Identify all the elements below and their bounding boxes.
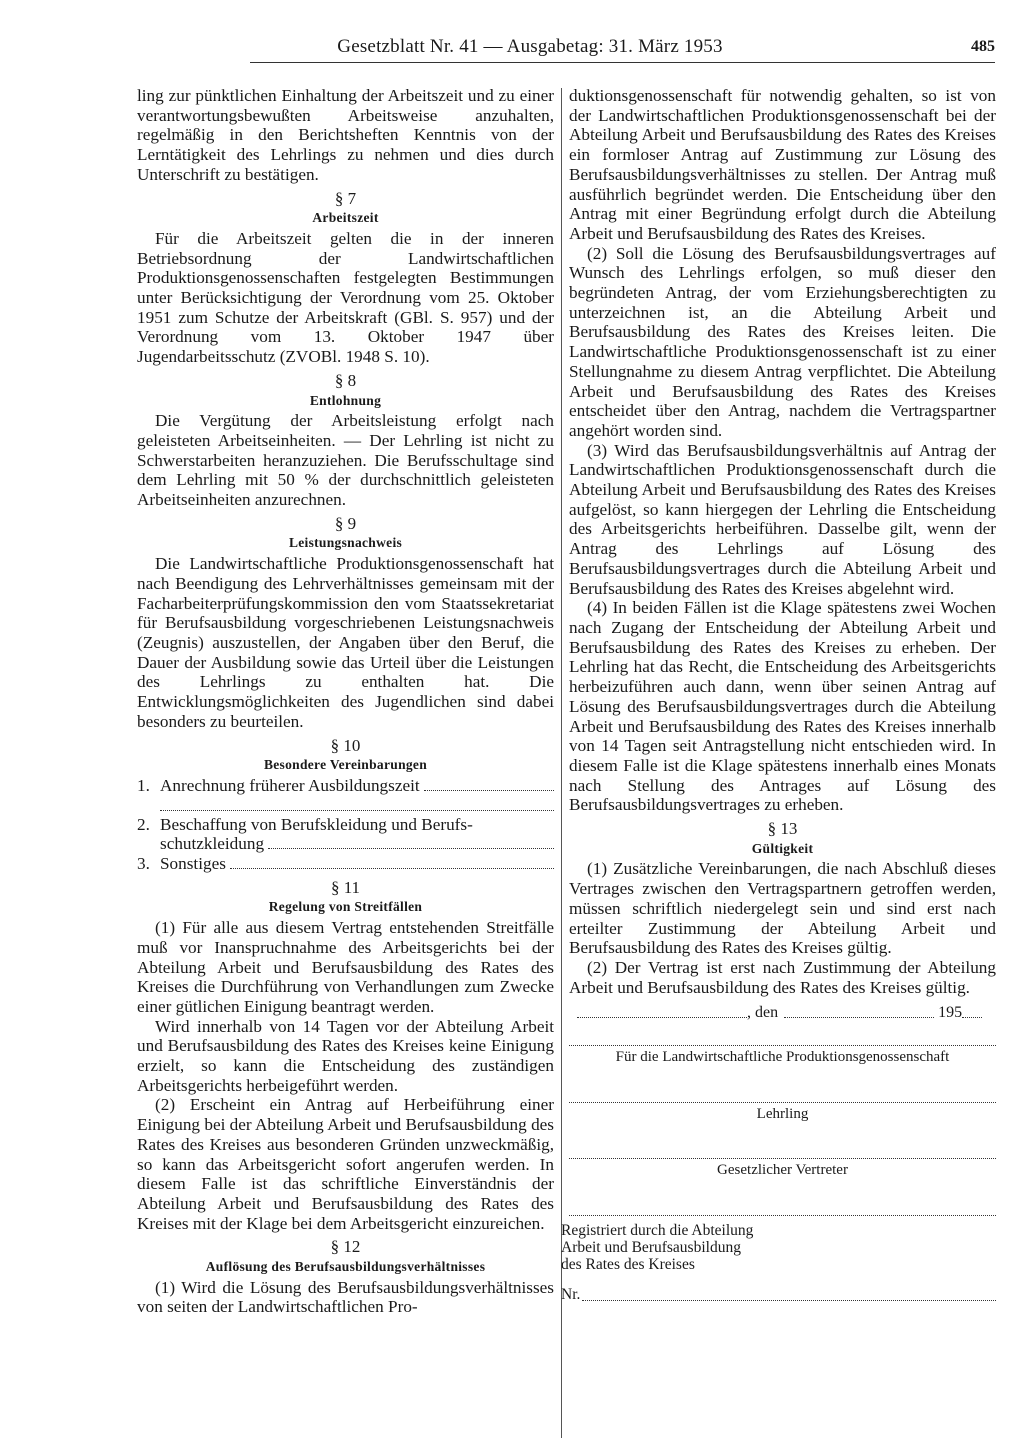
fill-in-line	[230, 867, 554, 869]
paragraph: (2) Soll die Lösung des Berufsausbildungsvertrages auf Wunsch des Lehrlings erfolgen, so muß dieser den begründeten Antrag, der vom Erziehungsberechtigten zu unterzeichnen ist, an die Abteilung Arbeit und Berufsausbildung des Rates des Kreises leiten. Die Landwirtschaftliche Produktionsgenossenschaft ist zu einer Stellungnahme zu diesem Antrag verpflichtet. Die Abteilung Arbeit und Berufsausbildung des Rates des Kreises entscheidet über den Antrag, nachdem die Vertragspartner angehört worden sind.	[569, 243, 996, 440]
header-rule	[250, 62, 995, 63]
signature-label-vertreter: Gesetzlicher Vertreter	[717, 1162, 848, 1179]
signature-label-lehrling: Lehrling	[756, 1105, 809, 1122]
date-year: 195	[938, 1004, 963, 1022]
list-item-text: Sonstiges	[160, 854, 226, 874]
paragraph: (4) In beiden Fällen ist die Klage spätestens zwei Wochen nach Zugang der Entscheidung der Abteilung Arbeit und Berufsausbildung des Rates des Kreises zu erheben. Der Lehrling hat das Recht, die Entscheidung des Arbeitsgerichts herbeizuführen auch dann, wenn über seinen Antrag auf Lösung des Berufsausbildungsvertrages durch die Abteilung Arbeit und Berufsausbildung des Rates des Kreises innerhalb von 14 Tagen seit Antragstellung nicht entschieden wird. In diesem Falle ist die Klage spätestens innerhalb eines Monats nach Stellung des Antrages auf Lösung des Berufsausbildungsvertrages zu erheben.	[569, 598, 996, 815]
paragraph: Für die Arbeitszeit gelten die in der inneren Betriebsordnung der Landwirtschaftlichen Produktionsgenossenschaften festgelegten Bestimmungen unter Berücksichtigung der Verordnung vom 25. Oktober 1951 zum Schutze der Arbeitskraft (GBl. S. 957) und der Verordnung vom 13. Oktober 1947 über Jugendarbeitsschutz (ZVOBl. 1948 S. 10).	[137, 228, 554, 367]
signature-line-registration[interactable]	[569, 1197, 996, 1216]
signature-line-lehrling[interactable]	[569, 1084, 996, 1103]
section-number: § 9	[334, 513, 357, 533]
signature-label-lpg: Für die Landwirtschaftliche Produktionsgenossenschaft	[615, 1049, 950, 1066]
paragraph: (1) Für alle aus diesem Vertrag entstehenden Streitfälle muß vor Inanspruchnahme des Arbeitsgerichts bei der Abteilung Arbeit und Berufsausbildung des Rates des Kreises die Durchführung von Verhandlungen zum Zwecke einer gütlichen Einigung beantragt werden.	[137, 918, 554, 1016]
paragraph: (1) Wird die Lösung des Berufsausbildungsverhältnisses von seiten der Landwirtschaftlichen Pro-	[137, 1277, 554, 1317]
paragraph: ling zur pünktlichen Einhaltung der Arbeitszeit und zu einer verantwortungsbewußten Arbeitsweise anzuhalten, regelmäßig in den Berichtsheften Kenntnis von der Lerntätigkeit des Lehrlings zu nehmen und dies durch Unterschrift zu bestätigen.	[137, 86, 554, 184]
section-number: § 10	[330, 735, 361, 755]
page-number: 485	[971, 38, 995, 55]
date-line	[569, 1003, 996, 1023]
signature-line-lpg[interactable]	[569, 1027, 996, 1046]
section-heading: Besondere Vereinbarungen	[263, 757, 428, 773]
section-heading: Regelung von Streitfällen	[268, 899, 423, 915]
paragraph: Die Vergütung der Arbeitsleistung erfolgt nach geleisteten Arbeitseinheiten. — Der Lehrling ist nicht zu Schwerstarbeiten heranzuziehen. Die Berufsschultage sind dem Lehrling mit 50 % der durchschnittlich geleisteten Arbeitseinheiten anzurechnen.	[137, 411, 554, 510]
right-column	[561, 86, 996, 1305]
list-item-number: 1.	[137, 775, 150, 795]
date-field[interactable]	[784, 1017, 934, 1018]
registration-line: Registriert durch die Abteilung	[561, 1222, 754, 1240]
list-item-number: 2.	[137, 814, 150, 834]
section-number: § 12	[330, 1237, 361, 1257]
registration-number-label: Nr.	[561, 1286, 581, 1304]
paragraph: duktionsgenossenschaft für notwendig gehalten, so ist von der Landwirtschaftlichen Produktionsgenossenschaft bei der Abteilung Arbeit und Berufsausbildung des Rates des Kreises ein formloser Antrag auf Zustimmung zur Lösung des Berufsausbildungsverhältnisses zu stellen. Der Antrag muß ausführlich begründet werden. Die Entscheidung über den Antrag mit einer Begründung erfolgt durch die Abteilung Arbeit und Berufsausbildung des Rates des Kreises.	[569, 86, 996, 243]
fill-in-line	[160, 796, 554, 811]
page-header	[250, 20, 995, 70]
year-field[interactable]	[962, 1017, 982, 1018]
section-number: § 13	[767, 819, 798, 839]
section-heading: Entlohnung	[309, 392, 382, 408]
section-heading: Auflösung des Berufsausbildungsverhältnisses	[205, 1259, 486, 1275]
list-item	[137, 834, 554, 854]
left-column	[137, 86, 554, 1317]
list-item	[137, 776, 554, 796]
section-heading: Arbeitszeit	[312, 210, 379, 226]
list-item	[137, 854, 554, 874]
list-item-text: schutzkleidung	[160, 834, 265, 854]
fill-in-line	[424, 789, 554, 791]
paragraph: Die Landwirtschaftliche Produktionsgenossenschaft hat nach Beendigung des Lehrverhältnisses gemeinsam mit der Facharbeiterprüfungskommission den vom Staatssekretariat für Berufsausbildung vorgeschriebenen Leistungsnachweis (Zeugnis) auszustellen, der Angaben über den Beruf, die Dauer der Ausbildung sowie das Urteil über die Leistungen des Lehrlings zu enthalten hat. Die Entwicklungsmöglichkeiten des Jugendlichen sind dabei besonders zu beurteilen.	[137, 554, 554, 731]
paragraph: (3) Wird das Berufsausbildungsverhältnis auf Antrag der Landwirtschaftlichen Produktionsgenossenschaft durch die Abteilung Arbeit und Berufsausbildung des Rates des Kreises aufgelöst, so kann hiergegen der Lehrling die Entscheidung des Arbeitsgerichts herbeiführen. Dasselbe gilt, wenn der Antrag des Lehrlings auf Lösung des Berufsausbildungsvertrages durch die Abteilung Arbeit und Berufsausbildung des Rates des Kreises abgelehnt wird.	[569, 440, 996, 598]
registration-number-line	[561, 1285, 996, 1305]
paragraph: (2) Erscheint ein Antrag auf Herbeiführung einer Einigung bei der Abteilung Arbeit und Berufsausbildung des Rates des Kreises aus besonderen Gründen unzweckmäßig, so kann das Arbeitsgericht sofort angerufen werden. In diesem Falle ist das schriftliche Einverständnis der Abteilung Arbeit und Berufsausbildung des Rates des Kreises mit der Klage bei dem Arbeitsgericht einzureichen.	[137, 1095, 554, 1233]
list-item-text: Anrechnung früherer Ausbildungszeit	[160, 775, 420, 795]
registration-line: Arbeit und Berufsausbildung	[561, 1239, 741, 1257]
list-item-number: 3.	[137, 854, 150, 874]
section-number: § 11	[330, 877, 361, 897]
place-field[interactable]	[577, 1017, 747, 1018]
section-number: § 8	[334, 370, 357, 390]
list-item	[137, 815, 554, 835]
paragraph: (2) Der Vertrag ist erst nach Zustimmung der Abteilung Arbeit und Berufsausbildung des Rates des Kreises gültig.	[569, 957, 996, 997]
header-title: Gesetzblatt Nr. 41 — Ausgabetag: 31. März 1953	[337, 36, 723, 57]
list-item-text: Beschaffung von Berufskleidung und Berufs-	[160, 814, 473, 834]
section-number: § 7	[334, 188, 357, 208]
registration-block	[561, 1222, 996, 1273]
signature-line-vertreter[interactable]	[569, 1140, 996, 1159]
section-heading: Gültigkeit	[751, 840, 814, 856]
registration-line: des Rates des Kreises	[561, 1256, 695, 1274]
section-heading: Leistungsnachweis	[288, 535, 403, 551]
fill-in-line	[268, 847, 554, 849]
paragraph: (1) Zusätzliche Vereinbarungen, die nach Abschluß dieses Vertrages zwischen den Vertragspartnern getroffen werden, müssen schriftlich niedergelegt sein und sind erst nach erteilter Zustimmung der Abteilung Arbeit und Berufsausbildung des Rates des Kreises gültig.	[569, 859, 996, 958]
registration-number-field[interactable]	[582, 1300, 996, 1301]
date-separator: , den	[747, 1004, 779, 1022]
paragraph: Wird innerhalb von 14 Tagen vor der Abteilung Arbeit und Berufsausbildung des Rates des Kreises keine Einigung erzielt, so kann die Entscheidung des zuständigen Arbeitsgerichts herbeigeführt werden.	[137, 1016, 554, 1095]
